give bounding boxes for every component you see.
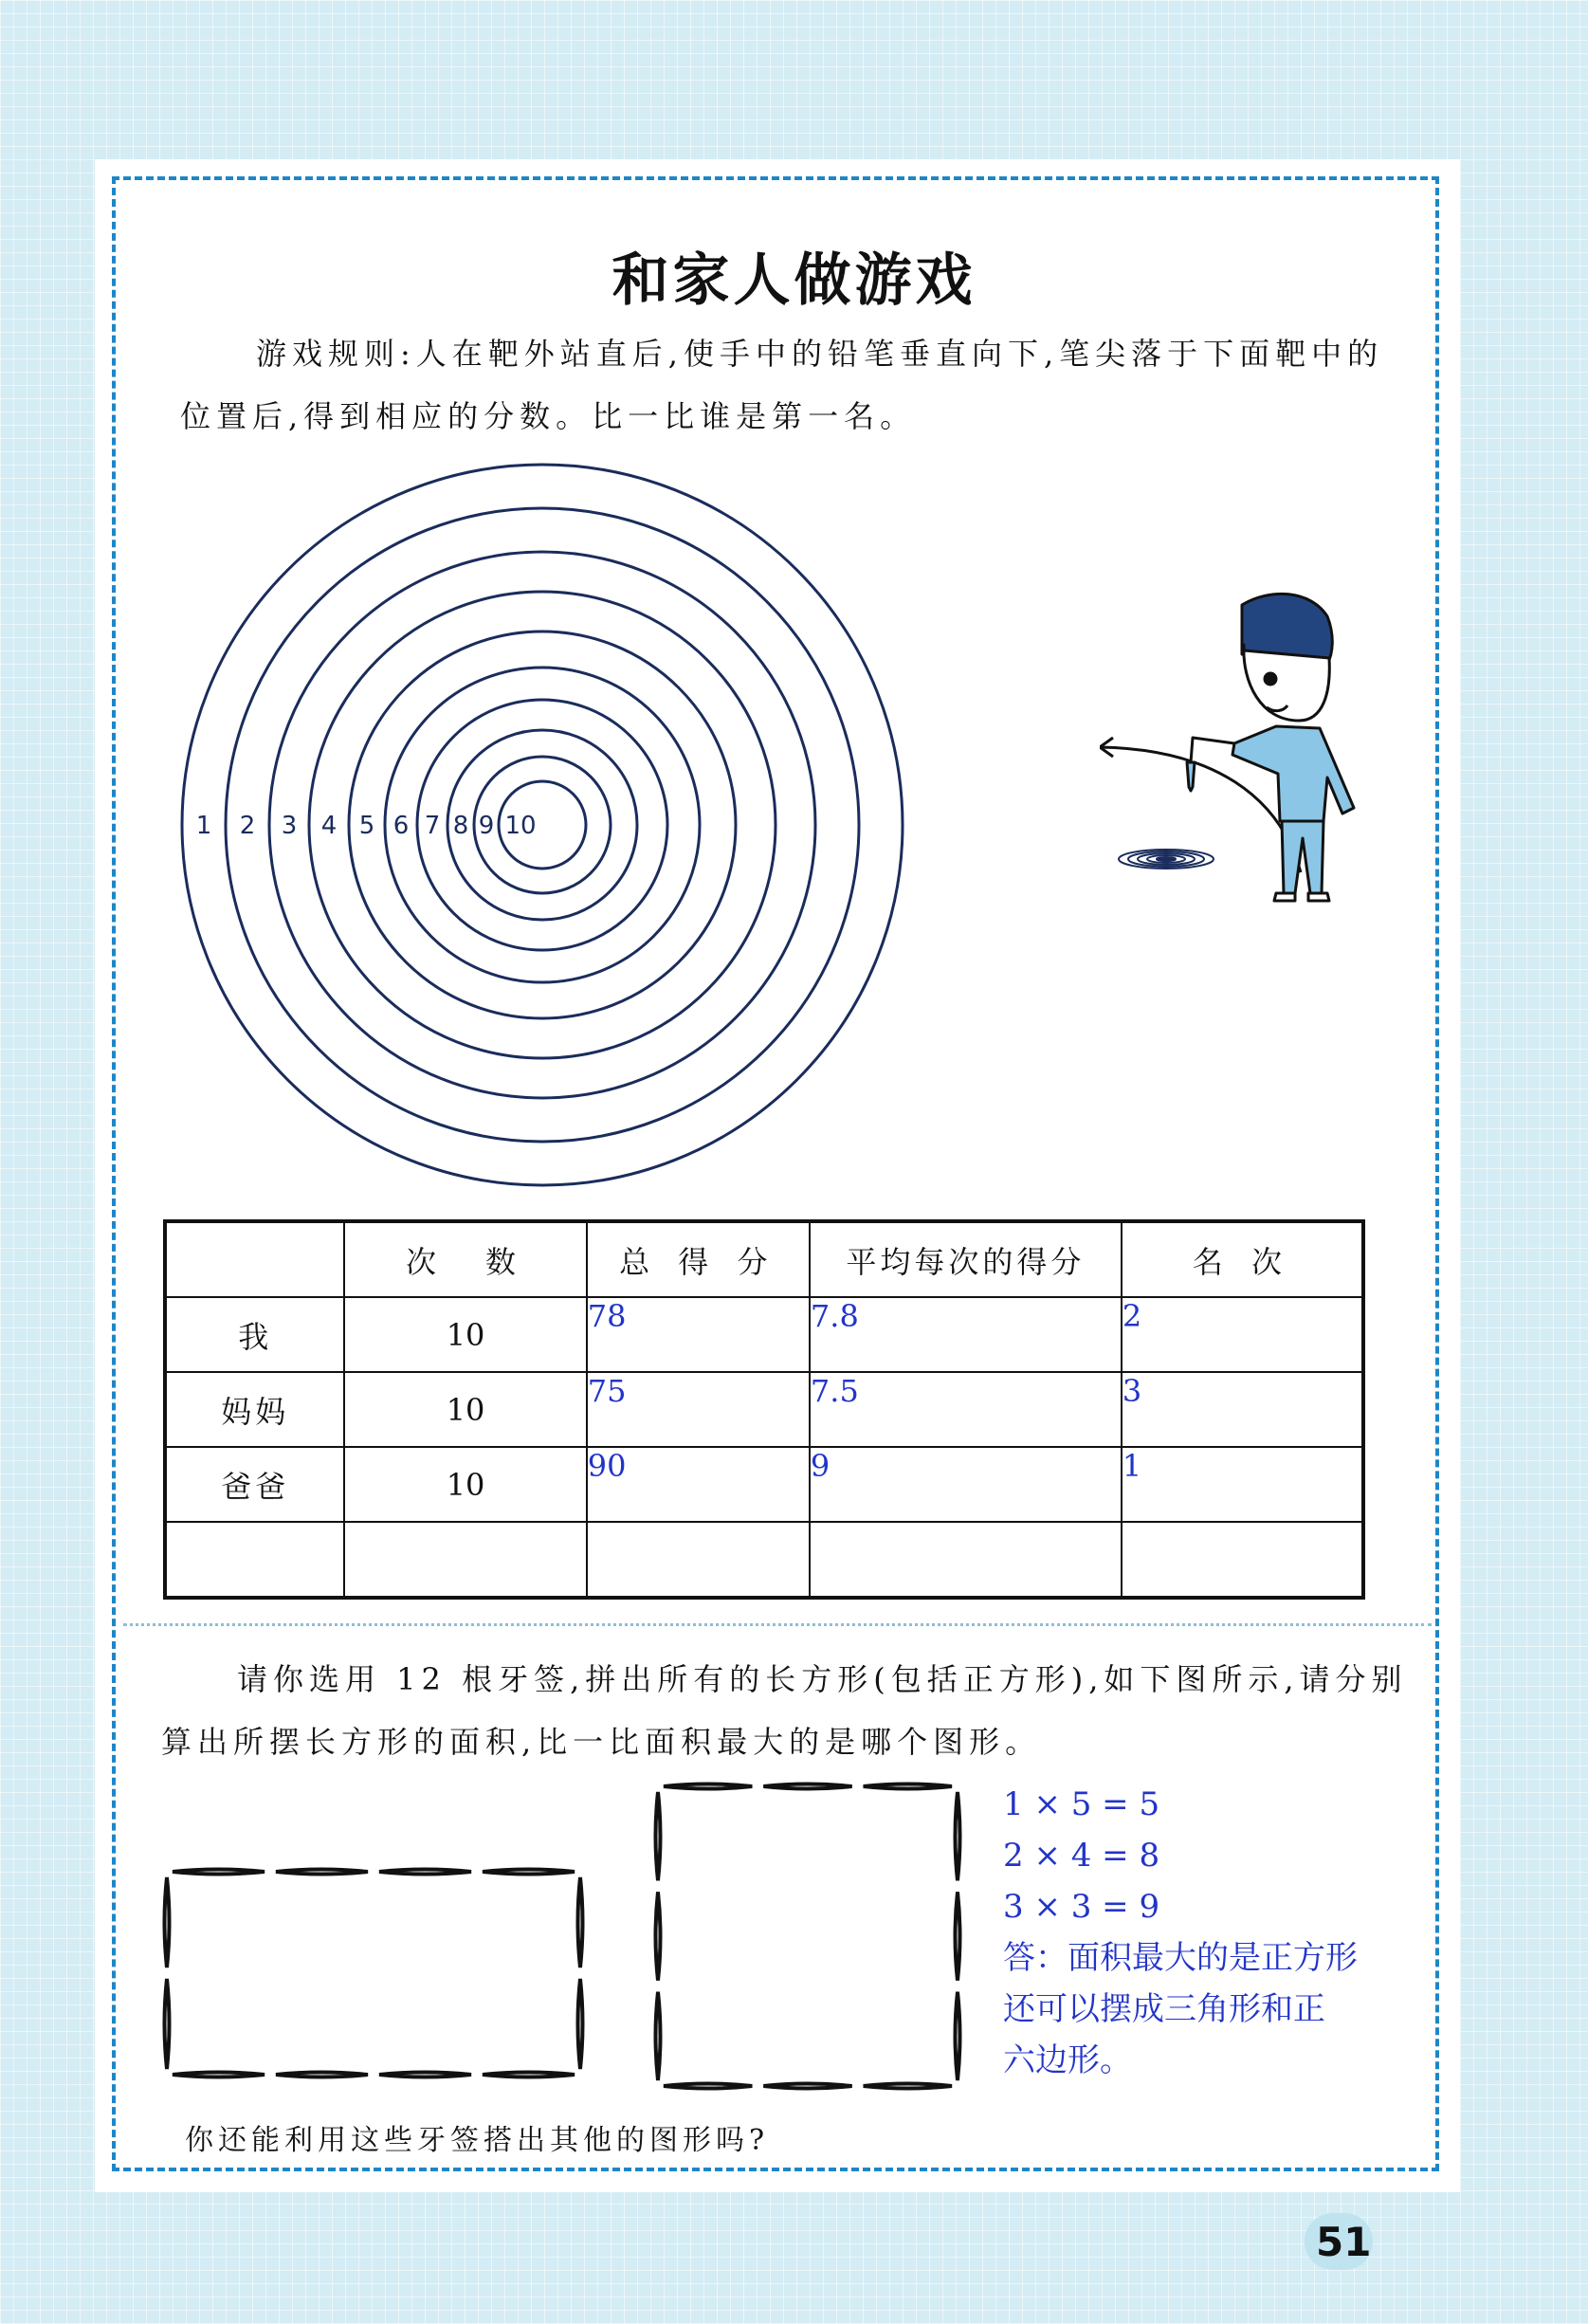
- row-total: 75: [587, 1372, 810, 1447]
- table-row: [165, 1522, 1363, 1598]
- row-count: [344, 1522, 586, 1598]
- toothpick: [656, 1892, 661, 1980]
- answer-line: 2 × 4 = 8: [1003, 1837, 1160, 1875]
- section-divider: [123, 1623, 1432, 1626]
- ring-label: 9: [478, 812, 495, 840]
- row-count: 10: [344, 1447, 586, 1522]
- toothpick: [864, 2084, 952, 2089]
- toothpick: [956, 1792, 960, 1880]
- toothpick: [956, 1892, 960, 1980]
- toothpick: [483, 1870, 575, 1875]
- page-number: 51: [1316, 2219, 1372, 2265]
- toothpick: [165, 1877, 170, 1967]
- toothpick: [173, 1870, 265, 1875]
- row-name: 妈妈: [165, 1372, 344, 1447]
- row-rank: 3: [1122, 1372, 1363, 1447]
- toothpick: [763, 1784, 851, 1789]
- row-count: 10: [344, 1372, 586, 1447]
- row-total: 78: [587, 1297, 810, 1372]
- toothpick: [483, 2073, 575, 2077]
- header-average: 平均每次的得分: [810, 1221, 1122, 1297]
- ring-label: 8: [452, 812, 469, 840]
- row-rank: 1: [1122, 1447, 1363, 1522]
- toothpick: [276, 1870, 368, 1875]
- answer-line: 还可以摆成三角形和正: [1003, 1990, 1325, 2028]
- rules-paragraph: 游戏规则:人在靶外站直后,使手中的铅笔垂直向下,笔尖落于下面靶中的位置后,得到相应的分数。比一比谁是第一名。: [180, 336, 1384, 434]
- page-title: 和家人做游戏: [611, 247, 977, 314]
- target-ring: [309, 592, 776, 1058]
- table-row: [165, 1447, 1363, 1522]
- row-average: [810, 1522, 1122, 1598]
- header-count: 次 数: [344, 1221, 586, 1297]
- header-total: 总 得 分: [587, 1221, 810, 1297]
- ring-label: 6: [392, 812, 410, 840]
- ring-label: 1: [195, 812, 212, 840]
- header-rank: 名 次: [1122, 1221, 1363, 1297]
- toothpick: [664, 2084, 752, 2089]
- table-row: [165, 1372, 1363, 1447]
- table-header-row: [165, 1221, 1363, 1297]
- boy-figure: [1187, 594, 1354, 901]
- answer-line: 答：面积最大的是正方形: [1003, 1939, 1358, 1977]
- toothpick-rectangle-square: [647, 1775, 969, 2097]
- row-average: 7.5: [810, 1372, 1122, 1447]
- toothpick: [165, 1979, 170, 2069]
- row-total: 90: [587, 1447, 810, 1522]
- row-average: 7.8: [810, 1297, 1122, 1372]
- row-name: 我: [165, 1297, 344, 1372]
- toothpick: [656, 1992, 661, 2080]
- target-ring: [474, 757, 611, 893]
- ring-label: 7: [424, 812, 441, 840]
- ring-label: 2: [239, 812, 256, 840]
- toothpick-paragraph: 请你选用 12 根牙签,拼出所有的长方形(包括正方形),如下图所示,请分别算出所摆长方形的面积,比一比面积最大的是哪个图形。: [161, 1661, 1408, 1760]
- toothpick: [173, 2073, 265, 2077]
- target-mini-icon: [1119, 850, 1214, 869]
- toothpick: [656, 1792, 661, 1880]
- toothpick: [763, 2084, 851, 2089]
- ring-label: 10: [504, 812, 537, 840]
- ring-label: 5: [358, 812, 375, 840]
- table-row: [165, 1297, 1363, 1372]
- target-ring: [447, 730, 637, 920]
- answer-line: 3 × 3 = 9: [1003, 1888, 1160, 1926]
- toothpick: [276, 2073, 368, 2077]
- toothpick: [578, 1877, 583, 1967]
- follow-up-question: 你还能利用这些牙签搭出其他的图形吗?: [185, 2124, 770, 2157]
- toothpick-rectangle-wide: [155, 1858, 592, 2086]
- row-total: [587, 1522, 810, 1598]
- target-ring: [269, 552, 815, 1098]
- toothpick: [379, 1870, 471, 1875]
- ring-label: 4: [320, 812, 338, 840]
- answer-line: 六边形。: [1003, 2041, 1132, 2079]
- handwritten-answers: [1003, 1779, 1358, 2086]
- row-average: 9: [810, 1447, 1122, 1522]
- header-name: [165, 1221, 344, 1297]
- toothpick: [864, 1784, 952, 1789]
- toothpick: [956, 1992, 960, 2080]
- target-board: [180, 455, 920, 1195]
- row-name: 爸爸: [165, 1447, 344, 1522]
- row-rank: 2: [1122, 1297, 1363, 1372]
- score-table: [163, 1219, 1365, 1600]
- toothpick: [379, 2073, 471, 2077]
- row-count: 10: [344, 1297, 586, 1372]
- answer-line: 1 × 5 = 5: [1003, 1785, 1160, 1823]
- boy-illustration: [1100, 588, 1403, 910]
- ring-label: 3: [281, 812, 298, 840]
- row-name: [165, 1522, 344, 1598]
- toothpick: [664, 1784, 752, 1789]
- toothpick: [578, 1979, 583, 2069]
- row-rank: [1122, 1522, 1363, 1598]
